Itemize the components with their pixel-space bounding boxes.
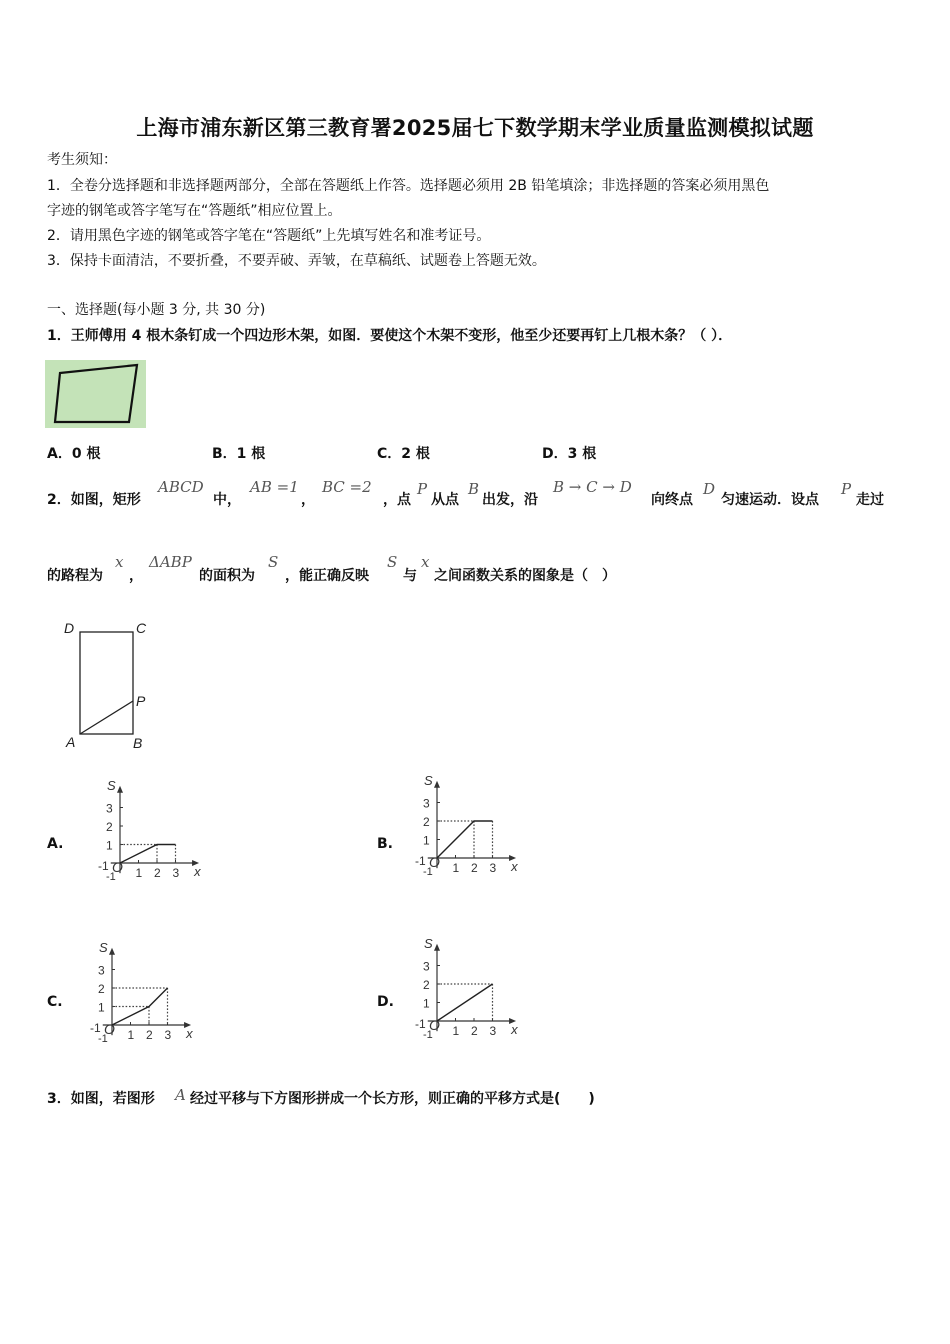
q1-option-c[interactable]: C．2 根: [377, 446, 430, 462]
origin-label: O: [104, 1021, 115, 1037]
x-axis-label: x: [194, 864, 201, 879]
q2-math-x: x: [115, 553, 124, 571]
q2-text-2: 中，: [213, 492, 241, 508]
neg-one-y-label: -1: [106, 871, 116, 883]
q1-option-a[interactable]: A．0 根: [47, 446, 101, 462]
origin-label: O: [429, 854, 440, 870]
label-p: P: [136, 693, 146, 709]
q1-quadrilateral-figure: [45, 360, 146, 428]
x-axis-label: x: [186, 1026, 193, 1041]
notice-line-1a: 1．全卷分选择题和非选择题两部分，全部在答题纸上作答。选择题必须用 2B 铅笔填涂；非选择题的答案必须用黑色: [47, 178, 770, 194]
neg-one-x-label: -1: [415, 854, 426, 868]
x-axis-label: x: [511, 859, 518, 874]
q2-option-a-label[interactable]: A.: [47, 836, 64, 852]
y-tick-label-1: 1: [423, 833, 430, 848]
y-tick-label-1: 1: [98, 1000, 105, 1015]
y-tick-label-3: 3: [106, 801, 113, 816]
q2-text-15: 之间函数关系的图象是（ ）: [434, 568, 616, 584]
y-tick-label-1: 1: [106, 838, 113, 853]
x-tick-label-3: 3: [164, 1028, 172, 1042]
q2-math-d: D: [703, 480, 716, 498]
notice-header: 考生须知：: [47, 152, 117, 168]
x-tick-label-1: 1: [127, 1028, 135, 1042]
x-tick-label-1: 1: [452, 861, 460, 875]
s-axis-label: S: [424, 935, 433, 951]
s-axis-label: S: [99, 939, 108, 955]
neg-one-x-label: -1: [90, 1021, 101, 1035]
y-tick-label-3: 3: [423, 796, 430, 811]
page-title: 上海市浦东新区第三教育署2025届七下数学期末学业质量监测模拟试题: [136, 116, 814, 140]
y-tick-label-2: 2: [106, 820, 113, 834]
q3-text-1: 3．如图，若图形: [47, 1091, 155, 1107]
q2-text-7: 向终点: [651, 492, 693, 508]
q2-rectangle-figure: [60, 615, 160, 755]
neg-one-y-label: -1: [98, 1033, 108, 1045]
q2-text-3: ，: [301, 492, 315, 508]
x-axis-label: x: [511, 1022, 518, 1037]
section-heading: 一、选择题(每小题 3 分, 共 30 分): [47, 302, 266, 318]
label-b: B: [133, 735, 143, 751]
q2-option-b-label[interactable]: B.: [377, 836, 393, 852]
function-line: [437, 984, 493, 1021]
function-line: [437, 821, 493, 858]
x-tick-label-2: 2: [146, 1028, 153, 1042]
q2-math-abcd: ABCD: [158, 478, 204, 496]
q2-math-triangle: ΔABP: [149, 553, 192, 571]
y-axis-arrow: [434, 781, 440, 788]
q3-text-2: 经过平移与下方图形拼成一个长方形，则正确的平移方式是( ): [190, 1091, 595, 1107]
q1-option-b[interactable]: B．1 根: [212, 446, 266, 462]
q2-math-x2: x: [421, 553, 430, 571]
y-tick-label-3: 3: [98, 963, 105, 978]
q2-graph-a: [88, 775, 206, 893]
x-tick-label-1: 1: [135, 866, 143, 880]
q2-text-4: ，点: [383, 492, 411, 508]
neg-one-x-label: -1: [98, 859, 109, 873]
q2-text-13: ，能正确反映: [285, 568, 369, 584]
y-tick-label-1: 1: [423, 996, 430, 1011]
q2-graph-b: [405, 770, 523, 888]
neg-one-y-label: -1: [423, 1029, 433, 1041]
q2-text-9: 走过: [856, 492, 884, 508]
origin-label: O: [112, 859, 123, 875]
y-axis-arrow: [109, 948, 115, 955]
y-axis-arrow: [434, 944, 440, 951]
q2-text-6: 出发，沿: [482, 492, 538, 508]
s-axis-label: S: [107, 777, 116, 793]
q2-text-5: 从点: [431, 492, 459, 508]
origin-label: O: [429, 1017, 440, 1033]
q2-option-d-label[interactable]: D.: [377, 994, 394, 1010]
y-tick-label-2: 2: [98, 982, 105, 996]
y-axis-arrow: [117, 786, 123, 793]
q1-text: 1．王师傅用 4 根木条钉成一个四边形木架，如图．要使这个木架不变形，他至少还要再钉上几根木条？（ ）．: [47, 328, 733, 344]
q2-text-8: 匀速运动．设点: [721, 492, 819, 508]
function-line: [120, 845, 176, 864]
q2-text-14: 与: [403, 568, 417, 584]
s-axis-label: S: [424, 772, 433, 788]
notice-line-3: 3．保持卡面清洁，不要折叠，不要弄破、弄皱，在草稿纸、试题卷上答题无效。: [47, 253, 546, 269]
q2-math-ab: AB =1: [250, 478, 299, 496]
q2-math-path: B → C → D: [553, 478, 632, 496]
neg-one-x-label: -1: [415, 1017, 426, 1031]
y-tick-label-2: 2: [423, 978, 430, 992]
q3-math-a: A: [175, 1086, 186, 1104]
x-tick-label-2: 2: [471, 1024, 478, 1038]
q2-graph-c: [80, 937, 198, 1055]
q2-math-b: B: [468, 480, 480, 498]
q2-math-bc: BC =2: [322, 478, 372, 496]
q2-math-s: S: [268, 553, 279, 571]
y-tick-label-2: 2: [423, 815, 430, 829]
x-tick-label-2: 2: [154, 866, 161, 880]
q2-graph-d: [405, 933, 523, 1051]
x-tick-label-2: 2: [471, 861, 478, 875]
segment-ap: [80, 701, 133, 734]
notice-line-2: 2．请用黑色字迹的钢笔或答字笔在“答题纸”上先填写姓名和准考证号。: [47, 228, 491, 244]
q1-option-d[interactable]: D．3 根: [542, 446, 597, 462]
q2-math-p: P: [417, 480, 428, 498]
x-tick-label-3: 3: [489, 1024, 497, 1038]
y-tick-label-3: 3: [423, 959, 430, 974]
q2-option-c-label[interactable]: C.: [47, 994, 63, 1010]
q2-math-s2: S: [387, 553, 398, 571]
q2-text-11: ，: [129, 568, 143, 584]
label-a: A: [66, 734, 76, 750]
q2-math-p2: P: [841, 480, 852, 498]
x-tick-label-1: 1: [452, 1024, 460, 1038]
x-tick-label-3: 3: [489, 861, 497, 875]
q2-text-1: 2．如图，矩形: [47, 492, 141, 508]
label-d: D: [64, 620, 75, 636]
q2-text-10: 的路程为: [47, 568, 103, 584]
label-c: C: [136, 620, 147, 636]
q2-text-12: 的面积为: [199, 568, 255, 584]
notice-line-1b: 字迹的钢笔或答字笔写在“答题纸”相应位置上。: [47, 203, 342, 219]
rectangle-abcd: [80, 632, 133, 734]
neg-one-y-label: -1: [423, 866, 433, 878]
x-tick-label-3: 3: [172, 866, 180, 880]
